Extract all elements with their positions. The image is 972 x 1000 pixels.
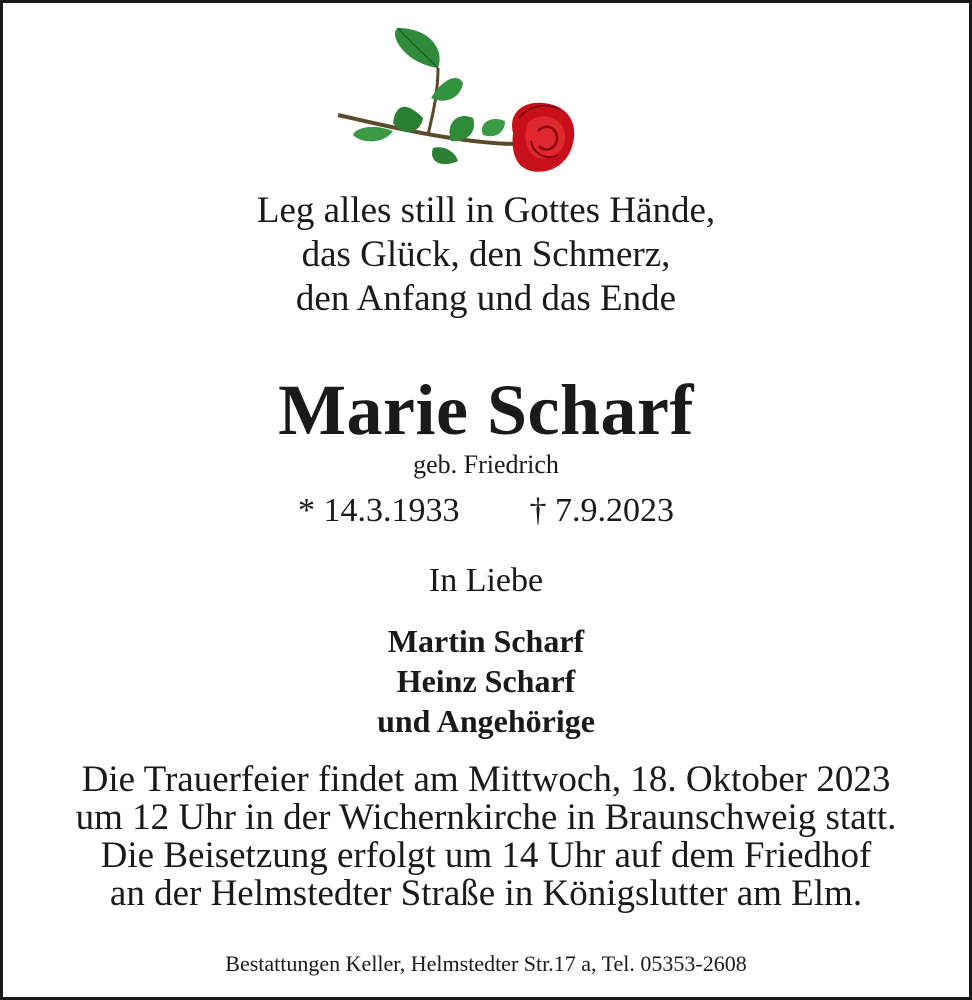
funeral-line: an der Helmstedter Straße in Königslutter am Elm.: [109, 873, 863, 914]
birth-date: * 14.3.1933: [298, 492, 460, 529]
funeral-home-footer: Bestattungen Keller, Helmstedter Str.17 a, Tel. 05353-2608: [225, 951, 747, 976]
mourner-name: Martin Scharf: [387, 623, 585, 659]
funeral-line: Die Beisetzung erfolgt um 14 Uhr auf dem Friedhof: [100, 835, 872, 876]
deceased-name: Marie Scharf: [278, 370, 694, 450]
verse-line: Leg alles still in Gottes Hände,: [256, 190, 716, 231]
red-rose-icon: [333, 23, 583, 183]
mourner-name: und Angehörige: [377, 703, 595, 739]
maiden-name: geb. Friedrich: [413, 450, 559, 479]
death-date: † 7.9.2023: [529, 492, 674, 529]
mourners: [3, 621, 969, 741]
mourner-name: Heinz Scharf: [396, 663, 576, 699]
funeral-notice: [3, 761, 969, 913]
funeral-line: um 12 Uhr in der Wichernkirche in Braunschweig statt.: [75, 797, 897, 838]
verse: [3, 189, 969, 321]
life-dates: [3, 489, 969, 533]
verse-line: das Glück, den Schmerz,: [301, 234, 671, 275]
closing-phrase: In Liebe: [428, 562, 544, 599]
funeral-line: Die Trauerfeier findet am Mittwoch, 18. Oktober 2023: [81, 759, 891, 800]
verse-line: den Anfang und das Ende: [295, 278, 677, 319]
